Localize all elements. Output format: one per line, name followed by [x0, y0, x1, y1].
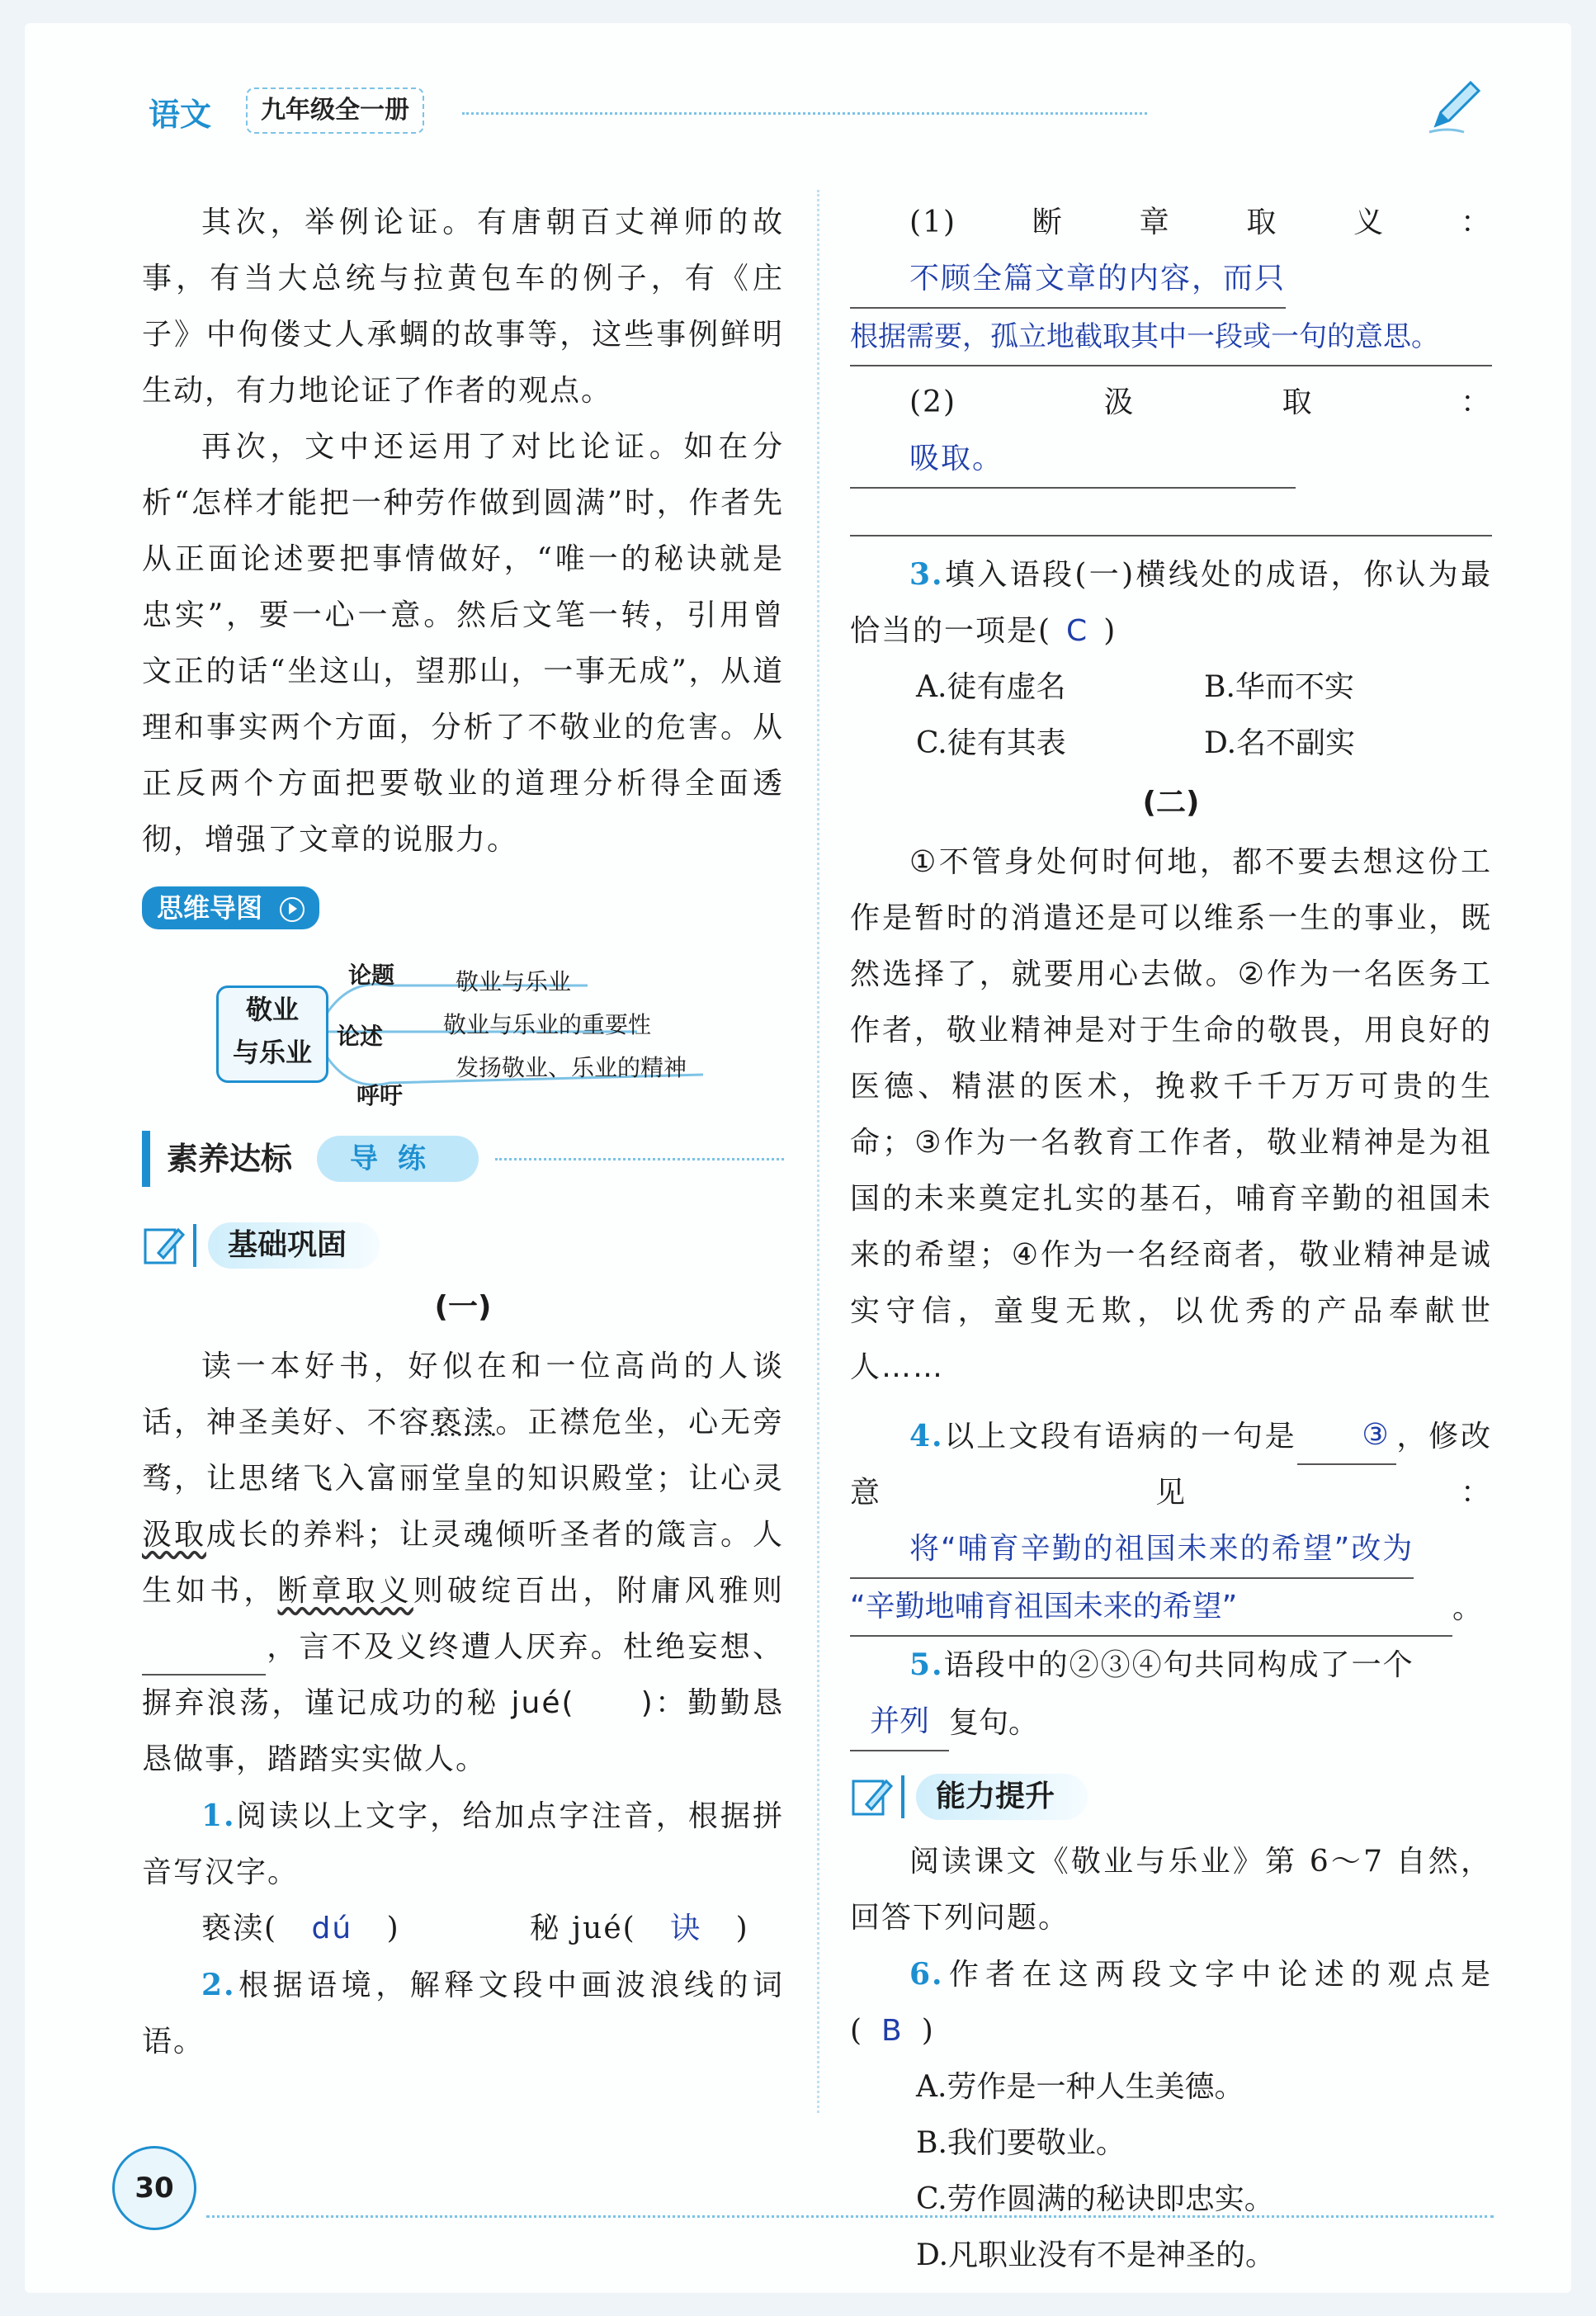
- option: C.劳作圆满的秘诀即忠实。: [916, 2182, 1274, 2216]
- mindmap-root-line1: 敬业: [245, 994, 299, 1025]
- play-icon: [280, 897, 305, 922]
- answer-text: 吸取。: [850, 431, 1296, 489]
- passage1-text: 成长的养料；让灵魂倾听圣者的箴言。人生如书，: [142, 1518, 784, 1608]
- passage1-text: 读一本好书，好似在和一位高尚的人谈话，神圣美好、不容: [142, 1349, 784, 1439]
- footer-divider: [206, 2215, 1494, 2218]
- option: A.劳作是一种人生美德。: [916, 2070, 1244, 2104]
- question-number: 1.: [201, 1798, 236, 1833]
- option: B.我们要敬业。: [916, 2126, 1126, 2160]
- wavy-word: 断章取义: [277, 1574, 413, 1608]
- section-ability-header: [850, 1768, 1492, 1826]
- mindmap-pill: [142, 886, 319, 929]
- blank-line: [142, 1641, 266, 1676]
- mindmap-root-line2: 与乐业: [232, 1037, 312, 1068]
- section-bar: [901, 1775, 904, 1818]
- mindmap-title: 思维导图: [157, 892, 263, 924]
- passage1-text: ，言不及义终遭人厌弃。杜绝妄想、摒弃浪荡，谨记成功的秘 jué( )：勤勤恳恳做事，踏踏实实做人。: [142, 1630, 784, 1776]
- passage1-text: 。正襟危坐，心无旁骛，让思绪飞入富丽堂皇的知识殿堂；让心灵: [142, 1406, 784, 1496]
- option: D.凡职业没有不是神圣的。: [916, 2238, 1276, 2272]
- answer-text: 将“哺育辛勤的祖国未来的希望”改为: [850, 1521, 1414, 1579]
- mindmap-branch-value: 发扬敬业、乐业的精神: [456, 1054, 687, 1081]
- banner-divider: [495, 1158, 784, 1160]
- banner-title: 素养达标: [142, 1131, 292, 1187]
- passage2: ①不管身处何时何地，都不要去想这份工作是暂时的消遣还是可以维系一生的事业，既然选择了，就要用心去做。②作为一名医务工作者，敬业精神是对于生命的敬畏，用良好的医德、精湛的医术，挽救千千万万可贵的生命；③作为一名教育工作者，敬业精神是为祖国的未来奠定扎实的基石，哺育辛勤的祖国未来的希望；④作为一名经商者，敬业精神是诚实守信，童叟无欺，以优秀的产品奉献世人……: [850, 845, 1492, 1384]
- question-3-options: [850, 659, 1492, 772]
- question-4: [850, 1407, 1492, 1579]
- question-number: 4.: [909, 1419, 944, 1453]
- section-basic-title: 基础巩固: [208, 1222, 380, 1269]
- dotted-word: 亵渎: [431, 1406, 496, 1439]
- banner-tag: 导练: [317, 1136, 479, 1182]
- edit-icon: [850, 1775, 895, 1819]
- answer-text: “辛勤地哺育祖国未来的希望”: [850, 1579, 1452, 1637]
- pen-icon: [1423, 73, 1489, 139]
- answer-label: 秘 jué(: [529, 1912, 636, 1945]
- question-3: [850, 546, 1492, 659]
- question-text: ，修改意见：: [850, 1420, 1492, 1510]
- question-number: 2.: [201, 1968, 236, 2002]
- question-text: 根据语境，解释文段中画波浪线的词语。: [142, 1969, 784, 2058]
- answer-label: ): [735, 1912, 749, 1945]
- answer-text: ③: [1297, 1407, 1396, 1465]
- page-number: 30: [112, 2146, 196, 2230]
- question-5: [850, 1637, 1492, 1694]
- mindmap-branch-value: 敬业与乐业的重要性: [443, 1011, 652, 1038]
- answer-label: (1)断章取义：: [909, 206, 1492, 239]
- mindmap: [142, 944, 784, 1109]
- option: B.华而不实: [1204, 670, 1354, 704]
- question-number: 6.: [909, 1957, 944, 1992]
- question-6-options: [850, 2059, 1492, 2284]
- answer-text: 并列: [850, 1694, 949, 1751]
- left-column: [142, 195, 784, 2070]
- column-divider: [817, 190, 819, 2113]
- wavy-word: 汲取: [142, 1518, 206, 1552]
- question-2: [142, 1957, 784, 2070]
- mindmap-header: [142, 880, 784, 936]
- section-basic-header: [142, 1217, 784, 1274]
- answer-label: (2)汲取：: [909, 385, 1492, 419]
- answer-text: 诀: [670, 1912, 702, 1945]
- mindmap-branch-value: 敬业与乐业: [456, 968, 572, 995]
- section-bar: [193, 1224, 196, 1267]
- paragraph-example-argument: 其次，举例论证。有唐朝百丈禅师的故事，有当大总统与拉黄包车的例子，有《庄子》中佝偻丈人承蜩的故事等，这些事例鲜明生动，有力地论证了作者的观点。: [142, 206, 784, 408]
- mindmap-branch-label: 论述: [337, 1023, 384, 1050]
- paragraph-contrast-argument: 再次，文中还运用了对比论证。如在分析“怎样才能把一种劳作做到圆满”时，作者先从正面论述要把事情做好，“唯一的秘诀就是忠实”，要一心一意。然后文笔一转，引用曾文正的话“坐这山，望那山，一事无成”，从道理和事实两个方面，分析了不敬业的危害。从正反两个方面把要敬业的道理分析得全面透彻，增强了文章的说服力。: [142, 430, 784, 857]
- question-text: 。: [1452, 1591, 1483, 1625]
- grade-label: 九年级全一册: [246, 87, 424, 134]
- question-4-cont: [850, 1579, 1492, 1637]
- question-text: 语段中的②③④句共同构成了一个: [943, 1648, 1414, 1682]
- mindmap-branch-label: 呼吁: [357, 1082, 404, 1109]
- subject-label: 语文: [149, 97, 212, 133]
- option: A.徒有虚名: [916, 670, 1066, 704]
- question-text: 填入语段(一)横线处的成语，你认为最恰当的一项是(: [850, 558, 1492, 648]
- right-column: [850, 195, 1492, 2284]
- option: C.徒有其表: [916, 726, 1066, 760]
- question-5-cont: [850, 1694, 1492, 1751]
- passage1: [142, 1339, 784, 1788]
- answer-text: 根据需要，孤立地截取其中一段或一句的意思。: [850, 309, 1492, 366]
- edit-icon: [142, 1223, 187, 1268]
- question-2b: [850, 375, 1492, 489]
- passage1-title: (一): [434, 1290, 492, 1324]
- question-1: [142, 1788, 784, 1901]
- mindmap-root: [216, 985, 328, 1083]
- question-text: 阅读以上文字，给加点字注音，根据拼音写汉字。: [142, 1799, 784, 1889]
- option: D.名不副实: [1204, 726, 1356, 760]
- question-text: 以上文段有语病的一句是: [943, 1420, 1297, 1453]
- question-text: 复句。: [949, 1706, 1039, 1740]
- question-6: [850, 1946, 1492, 2059]
- question-2a: [850, 195, 1492, 309]
- section-ability-title: 能力提升: [916, 1774, 1088, 1820]
- blank-line: [850, 489, 1492, 536]
- question-number: 3.: [909, 557, 944, 592]
- answer-text: C: [1066, 614, 1089, 648]
- practice-banner: [142, 1134, 784, 1184]
- reading-instruction: 阅读课文《敬业与乐业》第 6～7 自然，回答下列问题。: [850, 1845, 1492, 1935]
- header-divider: [462, 112, 1147, 115]
- answer-label: ): [921, 2014, 935, 2048]
- answer-label: 亵渎(: [201, 1912, 278, 1945]
- mindmap-branch-label: 论题: [348, 962, 395, 989]
- answer-text: dú: [311, 1912, 353, 1945]
- answer-text: 不顾全篇文章的内容，而只: [850, 251, 1286, 309]
- answer-label: ): [1103, 614, 1117, 648]
- question-text: 作者在这两段文字中论述的观点是(: [850, 1958, 1492, 2048]
- answer-label: ): [386, 1912, 400, 1945]
- passage2-title: (二): [1142, 786, 1200, 820]
- answer-text: B: [881, 2014, 904, 2048]
- passage1-text: 则破绽百出，附庸风雅则: [413, 1574, 784, 1608]
- question-1-answers: [142, 1901, 784, 1957]
- question-number: 5.: [909, 1647, 944, 1682]
